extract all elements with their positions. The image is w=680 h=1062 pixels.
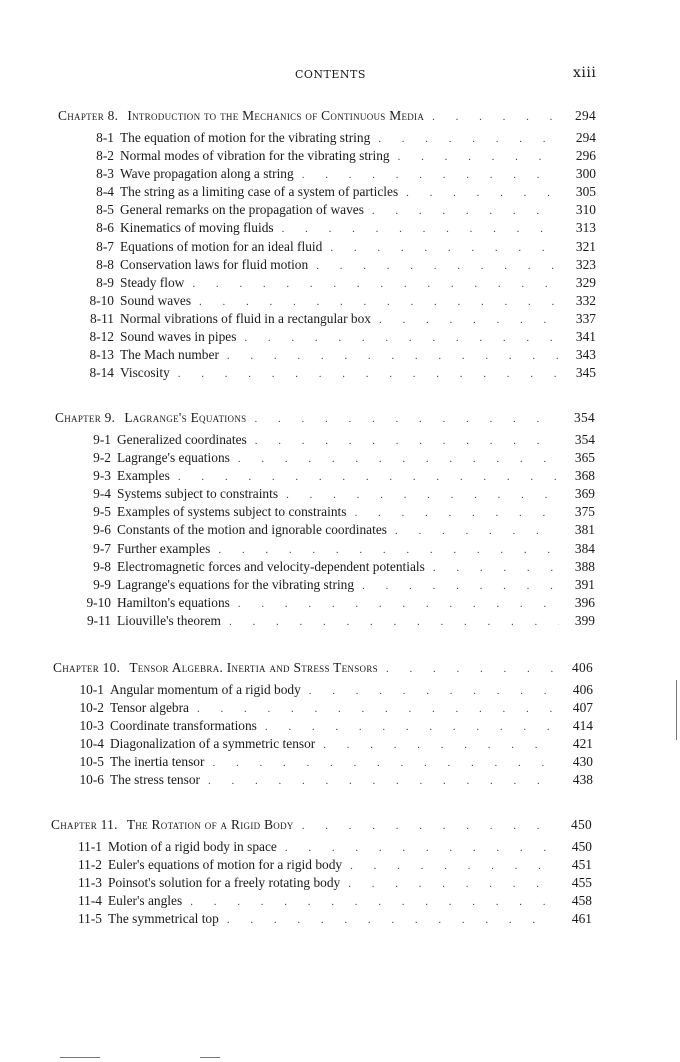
toc-entry [55,431,595,449]
section-number: 8-3 [96,166,114,182]
toc-entry [53,699,593,717]
section-title: The Mach number [120,347,219,363]
section-page: 310 [575,202,596,218]
section-page: 345 [575,365,596,381]
section-title: Examples [117,468,170,484]
toc-entry [58,274,596,292]
section-page: 300 [575,166,596,182]
section-number: 9-11 [86,612,111,628]
section-page: 407 [572,700,593,716]
toc-entry [58,201,596,219]
section-title: Sound waves [120,292,192,308]
chapter-heading [51,816,592,837]
dot-leader [254,410,559,428]
toc-entry [55,485,595,503]
dot-leader [378,130,560,148]
section-title: Conservation laws for fluid motion [120,256,309,272]
section-number: 11-4 [77,893,102,909]
section-page: 438 [572,772,593,788]
section-number: 8-1 [96,130,114,145]
section-title: Liouville's theorem [117,612,221,628]
toc-entry [55,503,595,521]
chapter-10-block [53,659,593,790]
section-title: Lagrange's equations [117,450,230,466]
toc-entry [55,449,595,467]
toc-entry [51,838,592,856]
chapter-heading [55,409,595,430]
section-number: 8-5 [96,202,114,218]
dot-leader [350,857,556,875]
dot-leader [316,257,560,275]
scan-artifact-line [200,1057,220,1058]
page-number: xiii [573,65,597,81]
toc-entry [51,910,592,928]
section-number: 9-5 [93,504,111,520]
toc-entry [58,364,596,382]
dot-leader [372,202,560,220]
section-number: 8-7 [96,238,114,254]
section-number: 8-2 [96,148,114,164]
section-title: Viscosity [120,365,170,381]
section-page: 388 [574,558,595,574]
section-page: 406 [572,682,593,697]
toc-entry [58,238,596,256]
section-page: 421 [572,736,593,752]
section-title: Steady flow [120,274,185,290]
section-page: 384 [574,540,595,556]
section-page: 332 [575,292,596,308]
section-title: Generalized coordinates [117,432,247,447]
dot-leader [432,108,560,126]
toc-entry [58,310,596,328]
scan-artifact-line [60,1057,100,1058]
dot-leader [309,682,557,700]
section-page: 337 [575,310,596,326]
section-title: Equations of motion for an ideal fluid [120,238,323,254]
section-number: 8-14 [89,365,114,381]
toc-entry [58,147,596,165]
section-number: 11-1 [77,839,102,854]
dot-leader [286,486,559,504]
dot-leader [178,468,559,486]
chapter-9-block [55,409,595,630]
section-number: 10-2 [79,700,104,716]
section-page: 461 [571,911,592,927]
section-title: Sound waves in pipes [120,329,237,345]
section-number: 11-5 [77,911,102,927]
chapter-label: Chapter 8. [58,108,119,123]
section-title: Coordinate transformations [110,718,257,734]
section-number: 9-8 [93,558,111,574]
section-title: Systems subject to constraints [117,486,279,502]
section-page: 343 [575,347,596,363]
toc-entry [55,467,595,485]
dot-leader [362,577,559,595]
dot-leader [208,772,557,790]
dot-leader [285,839,556,857]
chapter-title: Lagrange's Equations [124,410,247,425]
toc-entry [55,558,595,576]
section-page: 414 [572,718,593,734]
chapter-8-block [58,107,596,382]
section-page: 375 [574,504,595,520]
section-page: 369 [574,486,595,502]
dot-leader [282,220,560,238]
dot-leader [197,700,557,718]
section-number: 9-6 [93,522,111,538]
dot-leader [178,365,560,383]
section-title: Electromagnetic forces and velocity-dependent potentials [117,558,425,574]
chapter-label: Chapter 9. [55,410,116,425]
section-title: The string as a limiting case of a system of particles [120,184,399,200]
section-title: The equation of motion for the vibrating string [120,130,371,145]
section-page: 455 [571,875,592,891]
dot-leader [244,329,560,347]
section-number: 10-5 [79,754,104,770]
section-number: 10-3 [79,718,104,734]
section-number: 8-6 [96,220,114,236]
dot-leader [386,660,557,678]
chapter-page: 406 [572,660,593,675]
chapter-page: 294 [575,108,596,123]
section-page: 313 [575,220,596,236]
scan-artifact-line [676,680,677,740]
section-page: 329 [575,274,596,290]
dot-leader [302,817,556,835]
section-title: Normal vibrations of fluid in a rectangular box [120,310,372,326]
section-title: Lagrange's equations for the vibrating string [117,576,355,592]
dot-leader [218,541,559,559]
dot-leader [212,754,557,772]
dot-leader [238,450,559,468]
section-title: Examples of systems subject to constraints [117,504,347,520]
section-number: 9-4 [93,486,111,502]
section-page: 381 [574,522,595,538]
section-title: General remarks on the propagation of waves [120,202,364,218]
section-number: 11-3 [77,875,102,891]
toc-entry [55,576,595,594]
toc-entry [55,594,595,612]
dot-leader [238,595,559,613]
section-page: 354 [574,432,595,447]
section-page: 323 [575,256,596,272]
dot-leader [323,736,557,754]
section-title: The symmetrical top [108,911,219,927]
toc-entry [55,612,595,630]
section-title: Further examples [117,540,211,556]
toc-entry [53,735,593,753]
section-title: Wave propagation along a string [120,166,294,182]
toc-entry [58,165,596,183]
toc-entry [55,540,595,558]
section-page: 294 [575,130,596,145]
toc-entry [53,753,593,771]
dot-leader [406,184,560,202]
section-title: Kinematics of moving fluids [120,220,274,236]
section-title: The stress tensor [110,772,200,788]
section-page: 305 [575,184,596,200]
section-number: 9-3 [93,468,111,484]
section-number: 8-11 [89,310,114,326]
dot-leader [302,166,560,184]
toc-entry [58,219,596,237]
section-number: 8-13 [89,347,114,363]
section-number: 9-10 [86,594,111,610]
dot-leader [229,613,559,631]
section-page: 399 [574,612,595,628]
dot-leader [330,239,560,257]
section-page: 368 [574,468,595,484]
section-title: Tensor algebra [110,700,189,716]
toc-entry [53,717,593,735]
dot-leader [348,875,556,893]
section-number: 9-1 [93,432,111,447]
section-number: 9-9 [93,576,111,592]
dot-leader [192,275,560,293]
section-number: 8-12 [89,329,114,345]
section-number: 9-7 [93,540,111,556]
section-page: 296 [575,148,596,164]
section-number: 10-1 [79,682,104,697]
section-number: 9-2 [93,450,111,466]
toc-entry [58,256,596,274]
section-title: Euler's equations of motion for a rigid body [108,857,343,873]
chapter-11-block [51,816,592,928]
toc-entry [51,892,592,910]
chapter-title: Tensor Algebra. Inertia and Stress Tensors [129,660,378,675]
dot-leader [190,893,556,911]
chapter-heading [53,659,593,680]
dot-leader [199,293,560,311]
section-page: 365 [574,450,595,466]
section-title: Diagonalization of a symmetric tensor [110,736,316,752]
section-title: Constants of the motion and ignorable coordinates [117,522,387,538]
toc-entry [53,681,593,699]
section-title: Hamilton's equations [117,594,230,610]
chapter-page: 354 [574,410,595,425]
toc-entry [55,521,595,539]
section-number: 11-2 [77,857,102,873]
section-page: 321 [575,238,596,254]
dot-leader [255,432,559,450]
section-title: Normal modes of vibration for the vibrating string [120,148,390,164]
section-page: 430 [572,754,593,770]
toc-entry [51,874,592,892]
toc-entry [58,292,596,310]
chapter-title: Introduction to the Mechanics of Continuous Media [127,108,425,123]
chapter-title: The Rotation of a Rigid Body [126,817,294,832]
chapter-heading [58,107,596,128]
section-title: The inertia tensor [110,754,205,770]
running-head-title: CONTENTS [295,68,366,81]
section-number: 10-6 [79,772,104,788]
dot-leader [433,559,559,577]
dot-leader [395,522,559,540]
toc-entry [51,856,592,874]
toc-entry [58,328,596,346]
dot-leader [398,148,560,166]
section-page: 450 [571,839,592,854]
section-number: 8-10 [89,292,114,308]
toc-entry [58,346,596,364]
section-page: 341 [575,329,596,345]
chapter-label: Chapter 11. [51,817,118,832]
section-number: 8-9 [96,274,114,290]
chapter-label: Chapter 10. [53,660,121,675]
section-title: Motion of a rigid body in space [108,839,277,854]
chapter-page: 450 [571,817,592,832]
section-title: Angular momentum of a rigid body [110,682,301,697]
dot-leader [227,911,556,929]
dot-leader [354,504,559,522]
dot-leader [265,718,557,736]
section-number: 8-8 [96,256,114,272]
toc-entry [58,129,596,147]
section-title: Euler's angles [108,893,183,909]
section-number: 10-4 [79,736,104,752]
dot-leader [227,347,560,365]
section-title: Poinsot's solution for a freely rotating body [108,875,341,891]
toc-entry [58,183,596,201]
section-page: 396 [574,594,595,610]
section-number: 8-4 [96,184,114,200]
section-page: 458 [571,893,592,909]
dot-leader [379,311,560,329]
section-page: 391 [574,576,595,592]
section-page: 451 [571,857,592,873]
toc-entry [53,771,593,789]
